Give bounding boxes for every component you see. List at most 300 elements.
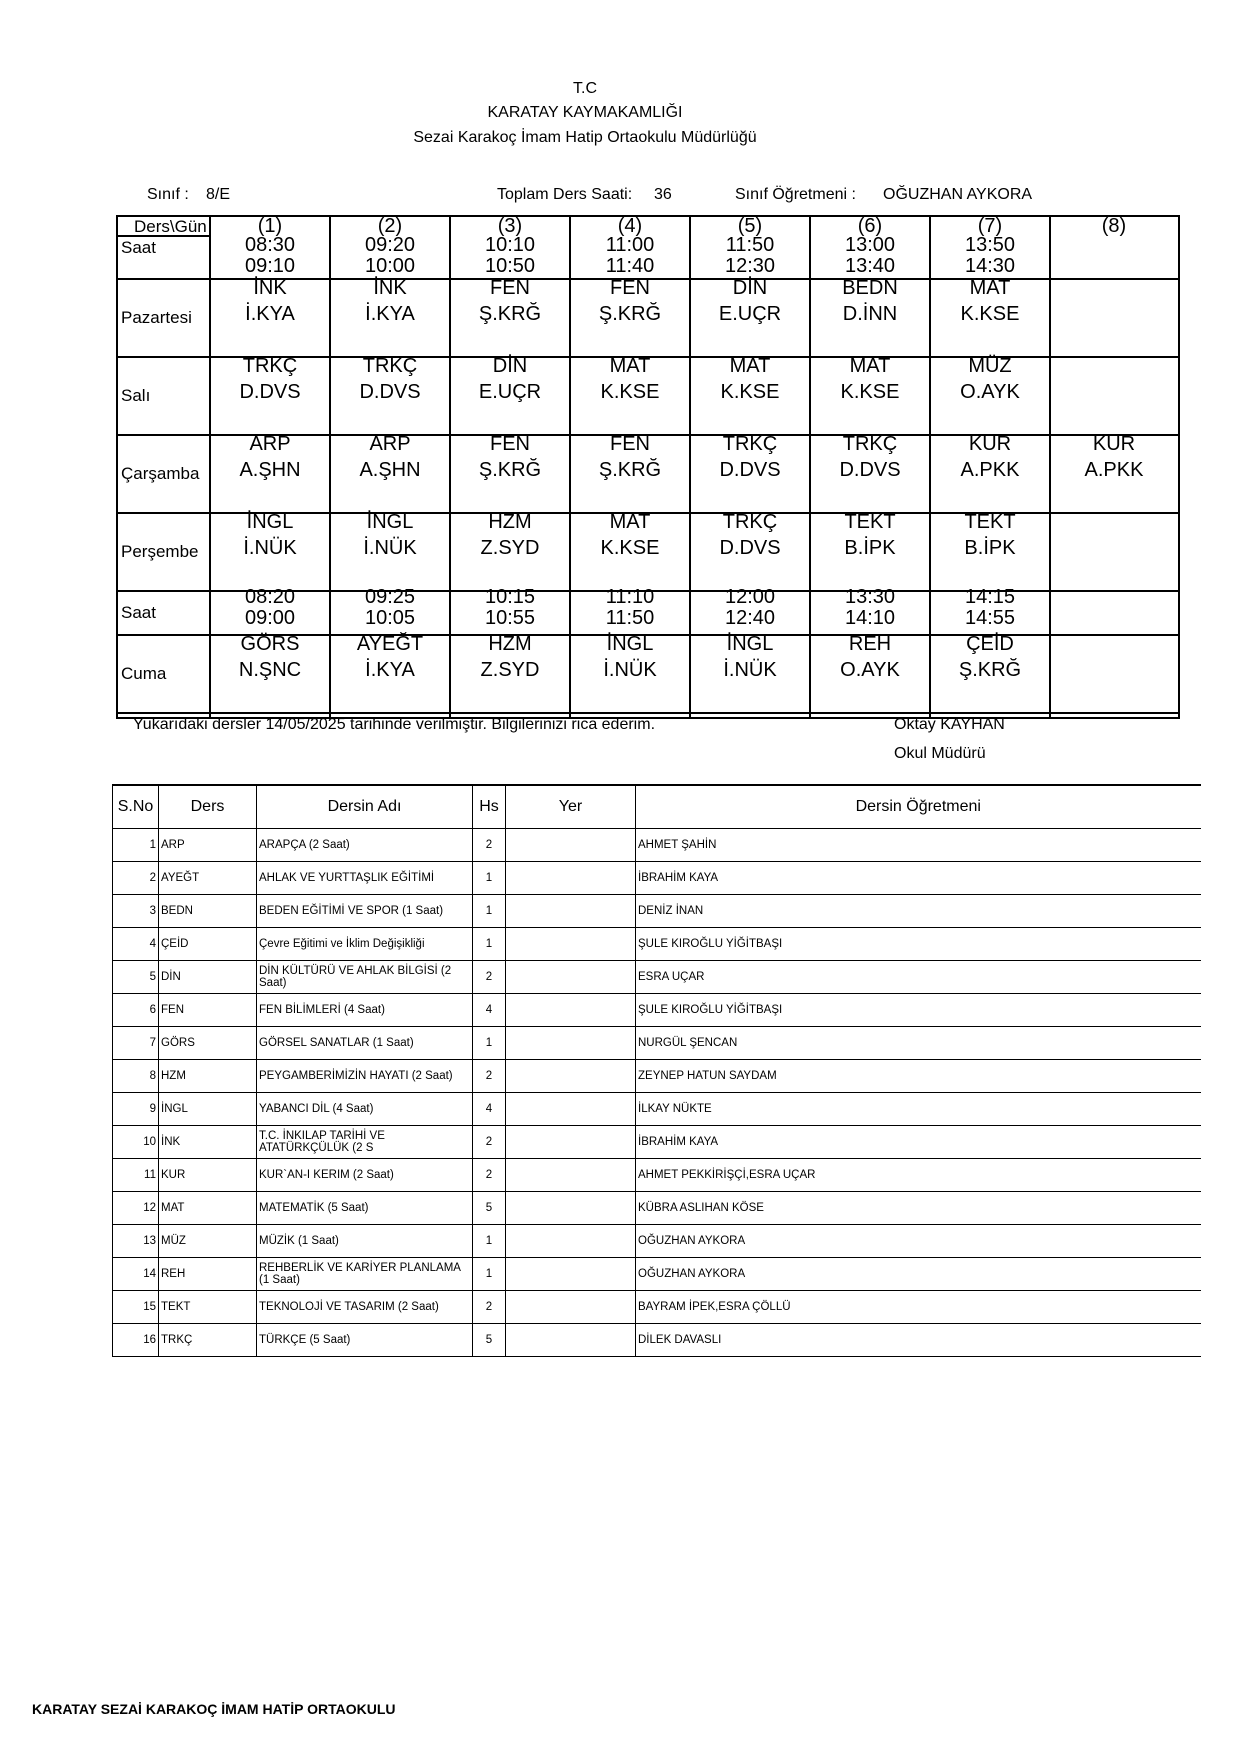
lesson-cell bbox=[810, 431, 930, 483]
time-cell bbox=[930, 587, 1050, 629]
lesson-cell bbox=[450, 509, 570, 561]
row-number: 1 bbox=[113, 829, 159, 862]
teacher-code: İ.KYA bbox=[365, 303, 415, 325]
teacher-code: B.İPK bbox=[844, 537, 896, 559]
start-time: 13:50 bbox=[964, 234, 1016, 256]
start-time: 08:30 bbox=[244, 234, 296, 256]
total-hours-label: Toplam Ders Saati: bbox=[497, 186, 633, 203]
row-number: 16 bbox=[113, 1324, 159, 1357]
teacher-code: D.DVS bbox=[239, 381, 301, 403]
lesson-code: REH bbox=[159, 1258, 257, 1291]
weekly-hours: 1 bbox=[473, 1225, 506, 1258]
start-time: 13:30 bbox=[844, 586, 896, 608]
lesson-name: DİN KÜLTÜRÜ VE AHLAK BİLGİSİ (2 Saat) bbox=[257, 961, 473, 994]
row-number: 9 bbox=[113, 1093, 159, 1126]
table-row bbox=[113, 1060, 1201, 1093]
lesson-code: FEN bbox=[490, 433, 530, 455]
teacher-code: K.KSE bbox=[600, 381, 660, 403]
day-label: Pazartesi bbox=[121, 308, 192, 327]
end-time: 13:40 bbox=[844, 255, 896, 277]
teacher-name: ZEYNEP HATUN SAYDAM bbox=[636, 1060, 1201, 1093]
time-cell bbox=[690, 235, 810, 277]
lesson-name: YABANCI DİL (4 Saat) bbox=[257, 1093, 473, 1126]
lesson-code: MAT bbox=[609, 511, 651, 533]
end-time: 09:10 bbox=[244, 255, 296, 277]
day-label: Çarşamba bbox=[121, 464, 200, 483]
end-time: 12:30 bbox=[724, 255, 776, 277]
teacher-code: D.DVS bbox=[719, 459, 781, 481]
teacher-name: İLKAY NÜKTE bbox=[636, 1093, 1201, 1126]
lesson-code: İNGL bbox=[246, 511, 294, 533]
lesson-code: ÇEİD bbox=[966, 633, 1014, 655]
lesson-code: BEDN bbox=[842, 277, 898, 299]
row-number: 13 bbox=[113, 1225, 159, 1258]
end-time: 10:55 bbox=[484, 607, 536, 629]
lesson-cell bbox=[330, 431, 450, 483]
period-label: (5) bbox=[737, 215, 763, 237]
weekly-hours: 5 bbox=[473, 1324, 506, 1357]
row-number: 7 bbox=[113, 1027, 159, 1060]
teacher-name: AHMET ŞAHİN bbox=[636, 829, 1201, 862]
location bbox=[506, 1192, 636, 1225]
lesson-name: TEKNOLOJİ VE TASARIM (2 Saat) bbox=[257, 1291, 473, 1324]
start-time: 14:15 bbox=[964, 586, 1016, 608]
lesson-cell bbox=[210, 353, 330, 405]
teacher-code: A.ŞHN bbox=[359, 459, 421, 481]
header-ders: Ders bbox=[159, 785, 257, 829]
lesson-cell bbox=[210, 431, 330, 483]
lesson-code: TRKÇ bbox=[362, 355, 418, 377]
lesson-code: İNK bbox=[253, 277, 287, 299]
lesson-code: DİN bbox=[159, 961, 257, 994]
lesson-name: FEN BİLİMLERİ (4 Saat) bbox=[257, 994, 473, 1027]
teacher-name: DİLEK DAVASLI bbox=[636, 1324, 1201, 1357]
lesson-cell bbox=[930, 431, 1050, 483]
teacher-name: AHMET PEKKİRİŞÇİ,ESRA UÇAR bbox=[636, 1159, 1201, 1192]
lesson-code: FEN bbox=[610, 433, 650, 455]
lesson-code: REH bbox=[848, 633, 892, 655]
teacher-code: İ.NÜK bbox=[363, 537, 417, 559]
teacher-code: K.KSE bbox=[720, 381, 780, 403]
lesson-cell bbox=[810, 631, 930, 683]
row-number: 8 bbox=[113, 1060, 159, 1093]
lesson-cell bbox=[450, 353, 570, 405]
table-row bbox=[113, 1258, 1201, 1291]
lesson-code: DİN bbox=[492, 355, 528, 377]
weekly-hours: 2 bbox=[473, 1126, 506, 1159]
lesson-code: FEN bbox=[490, 277, 530, 299]
lesson-name: AHLAK VE YURTTAŞLIK EĞİTİMİ bbox=[257, 862, 473, 895]
location bbox=[506, 1258, 636, 1291]
header-sno: S.No bbox=[113, 785, 159, 829]
weekly-hours: 2 bbox=[473, 1060, 506, 1093]
row-number: 14 bbox=[113, 1258, 159, 1291]
location bbox=[506, 1324, 636, 1357]
schedule-note: Yukarıdaki dersler 14/05/2025 tarihinde verilmiştir. Bilgilerinizi rica ederim. bbox=[133, 716, 656, 733]
lesson-code: TRKÇ bbox=[242, 355, 298, 377]
time-cell bbox=[570, 235, 690, 277]
lesson-code: GÖRS bbox=[240, 633, 300, 655]
weekly-hours: 1 bbox=[473, 895, 506, 928]
teacher-code: E.UÇR bbox=[478, 381, 542, 403]
teacher-code: D.İNN bbox=[842, 303, 898, 325]
lesson-name: REHBERLİK VE KARİYER PLANLAMA (1 Saat) bbox=[257, 1258, 473, 1291]
weekly-hours: 5 bbox=[473, 1192, 506, 1225]
lesson-code: TEKT bbox=[964, 511, 1016, 533]
row-number: 4 bbox=[113, 928, 159, 961]
start-time: 08:20 bbox=[244, 586, 296, 608]
header-teacher: Dersin Öğretmeni bbox=[636, 785, 1201, 829]
lesson-code: KUR bbox=[159, 1159, 257, 1192]
lesson-name: PEYGAMBERİMİZİN HAYATI (2 Saat) bbox=[257, 1060, 473, 1093]
row-number: 2 bbox=[113, 862, 159, 895]
lesson-code: ARP bbox=[159, 829, 257, 862]
end-time: 14:10 bbox=[844, 607, 896, 629]
teacher-name: İBRAHİM KAYA bbox=[636, 1126, 1201, 1159]
lesson-cell bbox=[330, 509, 450, 561]
end-time: 11:50 bbox=[605, 607, 655, 629]
teacher-code: Ş.KRĞ bbox=[478, 459, 542, 481]
weekly-hours: 1 bbox=[473, 1258, 506, 1291]
lesson-code: TRKÇ bbox=[722, 511, 778, 533]
lesson-code: MAT bbox=[849, 355, 891, 377]
lesson-code: DİN bbox=[732, 277, 768, 299]
start-time: 09:25 bbox=[364, 586, 416, 608]
header-hs: Hs bbox=[473, 785, 506, 829]
location bbox=[506, 928, 636, 961]
lesson-name: MÜZİK (1 Saat) bbox=[257, 1225, 473, 1258]
time-cell bbox=[810, 587, 930, 629]
lesson-code: BEDN bbox=[159, 895, 257, 928]
lesson-code: GÖRS bbox=[159, 1027, 257, 1060]
location bbox=[506, 1027, 636, 1060]
location bbox=[506, 961, 636, 994]
teacher-name: ŞULE KIROĞLU YİĞİTBAŞI bbox=[636, 994, 1201, 1027]
teacher-code: Ş.KRĞ bbox=[478, 303, 542, 325]
lesson-code: FEN bbox=[159, 994, 257, 1027]
lesson-code: MAT bbox=[159, 1192, 257, 1225]
location bbox=[506, 1060, 636, 1093]
teacher-code: İ.NÜK bbox=[243, 537, 297, 559]
teacher-code: Ş.KRĞ bbox=[958, 659, 1022, 681]
table-row bbox=[113, 895, 1201, 928]
table-row bbox=[113, 1093, 1201, 1126]
table-row bbox=[113, 1291, 1201, 1324]
table-row bbox=[113, 928, 1201, 961]
period-label: (8) bbox=[1101, 215, 1127, 237]
lesson-cell bbox=[810, 509, 930, 561]
time-cell bbox=[690, 587, 810, 629]
location bbox=[506, 1225, 636, 1258]
lesson-cell bbox=[210, 275, 330, 327]
teacher-code: Ş.KRĞ bbox=[598, 303, 662, 325]
header-line-2: KARATAY KAYMAKAMLIĞI bbox=[487, 104, 683, 121]
lesson-code: HZM bbox=[159, 1060, 257, 1093]
lesson-name: BEDEN EĞİTİMİ VE SPOR (1 Saat) bbox=[257, 895, 473, 928]
location bbox=[506, 1093, 636, 1126]
end-time: 14:30 bbox=[964, 255, 1016, 277]
time-cell bbox=[570, 587, 690, 629]
lesson-cell bbox=[930, 631, 1050, 683]
period-label: (3) bbox=[497, 215, 523, 237]
period-label: (7) bbox=[977, 215, 1003, 237]
end-time: 09:00 bbox=[244, 607, 296, 629]
lesson-code: ARP bbox=[249, 433, 291, 455]
lesson-code: MAT bbox=[609, 355, 651, 377]
total-hours-value: 36 bbox=[654, 186, 672, 203]
lesson-cell bbox=[570, 631, 690, 683]
lesson-code: KUR bbox=[1092, 433, 1136, 455]
teacher-code: Z.SYD bbox=[480, 537, 540, 559]
day-label: Saat bbox=[121, 603, 156, 622]
table-row bbox=[113, 994, 1201, 1027]
lesson-cell bbox=[690, 353, 810, 405]
start-time: 11:00 bbox=[605, 234, 655, 256]
start-time: 13:00 bbox=[844, 234, 896, 256]
subjects-table bbox=[112, 784, 1200, 1357]
teacher-code: D.DVS bbox=[359, 381, 421, 403]
table-row bbox=[113, 1159, 1201, 1192]
lesson-name: MATEMATİK (5 Saat) bbox=[257, 1192, 473, 1225]
header-yer: Yer bbox=[506, 785, 636, 829]
lesson-code: AYEĞT bbox=[356, 633, 424, 655]
weekly-hours: 2 bbox=[473, 1291, 506, 1324]
location bbox=[506, 1126, 636, 1159]
lesson-cell bbox=[210, 631, 330, 683]
class-teacher-label: Sınıf Öğretmeni : bbox=[735, 186, 856, 203]
lesson-code: İNGL bbox=[606, 633, 654, 655]
lesson-cell bbox=[690, 275, 810, 327]
weekly-hours: 2 bbox=[473, 829, 506, 862]
teacher-name: NURGÜL ŞENCAN bbox=[636, 1027, 1201, 1060]
time-cell bbox=[810, 235, 930, 277]
lesson-code: İNGL bbox=[159, 1093, 257, 1126]
location bbox=[506, 1291, 636, 1324]
location bbox=[506, 1159, 636, 1192]
period-label: (4) bbox=[617, 215, 643, 237]
end-time: 10:05 bbox=[364, 607, 416, 629]
lesson-code: İNGL bbox=[366, 511, 414, 533]
teacher-code: İ.KYA bbox=[365, 659, 415, 681]
principal-name: Oktay KAYHAN bbox=[894, 716, 1005, 733]
lesson-cell bbox=[570, 431, 690, 483]
lesson-code: İNK bbox=[159, 1126, 257, 1159]
grid-hline bbox=[118, 712, 1178, 714]
teacher-code: D.DVS bbox=[719, 537, 781, 559]
teacher-code: K.KSE bbox=[840, 381, 900, 403]
row-number: 3 bbox=[113, 895, 159, 928]
header-dersin-adi: Dersin Adı bbox=[257, 785, 473, 829]
table-row bbox=[113, 1126, 1201, 1159]
table-row bbox=[113, 1225, 1201, 1258]
lesson-code: TRKÇ bbox=[842, 433, 898, 455]
teacher-code: B.İPK bbox=[964, 537, 1016, 559]
teacher-name: OĞUZHAN AYKORA bbox=[636, 1225, 1201, 1258]
teacher-name: OĞUZHAN AYKORA bbox=[636, 1258, 1201, 1291]
location bbox=[506, 862, 636, 895]
day-label: Saat bbox=[121, 238, 156, 257]
teacher-name: KÜBRA ASLIHAN KÖSE bbox=[636, 1192, 1201, 1225]
lesson-code: TRKÇ bbox=[722, 433, 778, 455]
lesson-cell bbox=[570, 509, 690, 561]
teacher-code: Ş.KRĞ bbox=[598, 459, 662, 481]
end-time: 10:50 bbox=[484, 255, 536, 277]
start-time: 12:00 bbox=[724, 586, 776, 608]
lesson-cell bbox=[330, 275, 450, 327]
lesson-cell bbox=[810, 353, 930, 405]
lesson-cell bbox=[450, 631, 570, 683]
location bbox=[506, 829, 636, 862]
lesson-code: HZM bbox=[488, 511, 532, 533]
teacher-code: A.ŞHN bbox=[239, 459, 301, 481]
teacher-code: A.PKK bbox=[960, 459, 1020, 481]
lesson-name: KUR`AN-I KERIM (2 Saat) bbox=[257, 1159, 473, 1192]
lesson-cell bbox=[570, 353, 690, 405]
table-row bbox=[113, 1027, 1201, 1060]
lesson-cell bbox=[570, 275, 690, 327]
lesson-code: İNK bbox=[373, 277, 407, 299]
row-number: 10 bbox=[113, 1126, 159, 1159]
teacher-code: O.AYK bbox=[960, 381, 1020, 403]
lesson-cell bbox=[690, 631, 810, 683]
lesson-name: GÖRSEL SANATLAR (1 Saat) bbox=[257, 1027, 473, 1060]
corner-label: Ders\Gün bbox=[134, 217, 207, 236]
weekly-hours: 1 bbox=[473, 862, 506, 895]
lesson-code: MAT bbox=[969, 277, 1011, 299]
weekly-hours: 4 bbox=[473, 1093, 506, 1126]
period-label: (6) bbox=[857, 215, 883, 237]
lesson-cell bbox=[810, 275, 930, 327]
lesson-name: Çevre Eğitimi ve İklim Değişikliği bbox=[257, 928, 473, 961]
table-row bbox=[113, 1192, 1201, 1225]
teacher-code: K.KSE bbox=[960, 303, 1020, 325]
teacher-code: A.PKK bbox=[1084, 459, 1144, 481]
lesson-cell bbox=[330, 631, 450, 683]
end-time: 10:00 bbox=[364, 255, 416, 277]
table-row bbox=[113, 862, 1201, 895]
lesson-code: HZM bbox=[488, 633, 532, 655]
table-row bbox=[113, 961, 1201, 994]
row-number: 15 bbox=[113, 1291, 159, 1324]
day-label: Perşembe bbox=[121, 542, 199, 561]
lesson-cell bbox=[690, 431, 810, 483]
lesson-code: MÜZ bbox=[159, 1225, 257, 1258]
time-cell bbox=[450, 235, 570, 277]
lesson-code: TEKT bbox=[159, 1291, 257, 1324]
teacher-code: D.DVS bbox=[839, 459, 901, 481]
time-cell bbox=[930, 235, 1050, 277]
header-line-3: Sezai Karakoç İmam Hatip Ortaokulu Müdürlüğü bbox=[413, 129, 757, 146]
start-time: 09:20 bbox=[364, 234, 416, 256]
weekly-hours: 1 bbox=[473, 1027, 506, 1060]
teacher-code: N.ŞNC bbox=[238, 659, 302, 681]
weekly-hours: 2 bbox=[473, 1159, 506, 1192]
teacher-name: İBRAHİM KAYA bbox=[636, 862, 1201, 895]
lesson-code: MAT bbox=[729, 355, 771, 377]
teacher-code: İ.NÜK bbox=[723, 659, 777, 681]
table-row bbox=[113, 829, 1201, 862]
teacher-code: O.AYK bbox=[840, 659, 900, 681]
period-label: (1) bbox=[257, 215, 283, 237]
class-value: 8/E bbox=[206, 186, 231, 203]
time-cell bbox=[330, 587, 450, 629]
teacher-code: Z.SYD bbox=[480, 659, 540, 681]
lesson-code: ÇEİD bbox=[159, 928, 257, 961]
table-row bbox=[113, 1324, 1201, 1357]
day-label: Salı bbox=[121, 386, 151, 405]
end-time: 11:40 bbox=[605, 255, 655, 277]
time-cell bbox=[330, 235, 450, 277]
lesson-code: AYEĞT bbox=[159, 862, 257, 895]
schedule-grid bbox=[116, 215, 1180, 719]
time-cell bbox=[210, 235, 330, 277]
location bbox=[506, 895, 636, 928]
end-time: 14:55 bbox=[964, 607, 1016, 629]
teacher-code: İ.NÜK bbox=[603, 659, 657, 681]
lesson-code: İNGL bbox=[726, 633, 774, 655]
lesson-code: TEKT bbox=[844, 511, 896, 533]
teacher-code: İ.KYA bbox=[245, 303, 295, 325]
lesson-cell bbox=[930, 509, 1050, 561]
lesson-cell bbox=[690, 509, 810, 561]
lesson-cell bbox=[210, 509, 330, 561]
teacher-name: ESRA UÇAR bbox=[636, 961, 1201, 994]
day-label: Cuma bbox=[121, 664, 167, 683]
lesson-code: MÜZ bbox=[968, 355, 1012, 377]
row-number: 11 bbox=[113, 1159, 159, 1192]
start-time: 11:50 bbox=[725, 234, 775, 256]
end-time: 12:40 bbox=[724, 607, 776, 629]
lesson-cell bbox=[450, 275, 570, 327]
start-time: 10:15 bbox=[484, 586, 536, 608]
footer-school-name: KARATAY SEZAİ KARAKOÇ İMAM HATİP ORTAOKULU bbox=[32, 1701, 396, 1717]
principal-title: Okul Müdürü bbox=[894, 745, 986, 762]
lesson-cell bbox=[1050, 431, 1178, 483]
row-number: 6 bbox=[113, 994, 159, 1027]
lesson-name: ARAPÇA (2 Saat) bbox=[257, 829, 473, 862]
row-number: 5 bbox=[113, 961, 159, 994]
row-number: 12 bbox=[113, 1192, 159, 1225]
time-cell bbox=[210, 587, 330, 629]
lesson-name: TÜRKÇE (5 Saat) bbox=[257, 1324, 473, 1357]
teacher-name: ŞULE KIROĞLU YİĞİTBAŞI bbox=[636, 928, 1201, 961]
teacher-code: E.UÇR bbox=[718, 303, 782, 325]
lesson-cell bbox=[330, 353, 450, 405]
location bbox=[506, 994, 636, 1027]
lesson-code: ARP bbox=[369, 433, 411, 455]
period-label: (2) bbox=[377, 215, 403, 237]
weekly-hours: 4 bbox=[473, 994, 506, 1027]
lesson-code: FEN bbox=[610, 277, 650, 299]
teacher-name: DENİZ İNAN bbox=[636, 895, 1201, 928]
lesson-code: KUR bbox=[968, 433, 1012, 455]
class-teacher-value: OĞUZHAN AYKORA bbox=[883, 186, 1033, 203]
header-line-1: T.C bbox=[573, 80, 597, 97]
weekly-hours: 2 bbox=[473, 961, 506, 994]
lesson-name: T.C. İNKILAP TARİHİ VE ATATÜRKÇÜLÜK (2 S bbox=[257, 1126, 473, 1159]
teacher-code: K.KSE bbox=[600, 537, 660, 559]
time-cell bbox=[450, 587, 570, 629]
weekly-hours: 1 bbox=[473, 928, 506, 961]
class-label: Sınıf : bbox=[147, 186, 189, 203]
lesson-cell bbox=[450, 431, 570, 483]
teacher-name: BAYRAM İPEK,ESRA ÇÖLLÜ bbox=[636, 1291, 1201, 1324]
start-time: 10:10 bbox=[484, 234, 536, 256]
start-time: 11:10 bbox=[605, 586, 655, 608]
lesson-cell bbox=[930, 353, 1050, 405]
lesson-cell bbox=[930, 275, 1050, 327]
lesson-code: TRKÇ bbox=[159, 1324, 257, 1357]
